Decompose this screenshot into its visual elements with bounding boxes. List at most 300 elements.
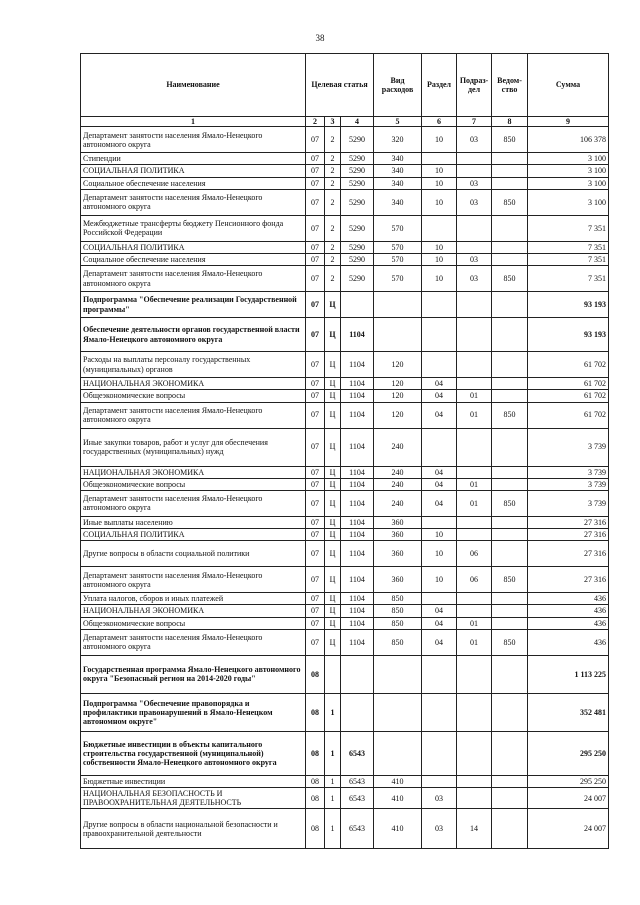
row-article-code: 5290: [341, 253, 374, 265]
row-sum: 436: [528, 605, 609, 617]
row-article-code: 5290: [341, 266, 374, 292]
row-section: 10: [422, 266, 457, 292]
row-article-program: 07: [306, 541, 325, 567]
row-sum: 436: [528, 629, 609, 655]
row-department: [492, 655, 528, 693]
table-row: [81, 390, 609, 402]
row-name: НАЦИОНАЛЬНАЯ ЭКОНОМИКА: [81, 466, 306, 478]
row-expense-type: 570: [374, 215, 422, 241]
row-sum: 61 702: [528, 378, 609, 390]
row-name: СОЦИАЛЬНАЯ ПОЛИТИКА: [81, 165, 306, 177]
row-name: Общеэкономические вопросы: [81, 617, 306, 629]
row-section: [422, 655, 457, 693]
row-article-subprogram: Ц: [325, 629, 341, 655]
row-article-code: 1104: [341, 466, 374, 478]
row-article-program: 07: [306, 127, 325, 153]
row-subsection: [457, 593, 492, 605]
row-sum: 3 100: [528, 165, 609, 177]
row-department: [492, 466, 528, 478]
row-name: Департамент занятости населения Ямало-Ненецкого автономного округа: [81, 567, 306, 593]
table-row: [81, 529, 609, 541]
row-article-subprogram: Ц: [325, 605, 341, 617]
row-article-subprogram: Ц: [325, 292, 341, 318]
row-article-code: 1104: [341, 352, 374, 378]
row-article-subprogram: Ц: [325, 541, 341, 567]
row-sum: 27 316: [528, 529, 609, 541]
table-row: [81, 567, 609, 593]
row-article-program: 07: [306, 617, 325, 629]
row-sum: 7 351: [528, 215, 609, 241]
table-row: [81, 693, 609, 731]
row-expense-type: 360: [374, 516, 422, 528]
row-subsection: 01: [457, 490, 492, 516]
row-sum: 7 351: [528, 266, 609, 292]
row-department: 850: [492, 189, 528, 215]
row-department: [492, 292, 528, 318]
row-article-subprogram: 1: [325, 731, 341, 775]
row-article-subprogram: Ц: [325, 428, 341, 466]
row-name: Межбюджетные трансферты бюджету Пенсионного фонда Российской Федерации: [81, 215, 306, 241]
row-subsection: [457, 529, 492, 541]
row-expense-type: [374, 655, 422, 693]
row-name: СОЦИАЛЬНАЯ ПОЛИТИКА: [81, 241, 306, 253]
row-expense-type: 120: [374, 352, 422, 378]
row-name: Стипендии: [81, 153, 306, 165]
row-article-subprogram: Ц: [325, 390, 341, 402]
row-article-program: 07: [306, 629, 325, 655]
row-subsection: [457, 466, 492, 478]
row-sum: 106 378: [528, 127, 609, 153]
row-article-program: 07: [306, 466, 325, 478]
row-name: Департамент занятости населения Ямало-Ненецкого автономного округа: [81, 629, 306, 655]
row-section: 10: [422, 127, 457, 153]
row-section: 04: [422, 466, 457, 478]
row-article-code: 5290: [341, 241, 374, 253]
row-sum: 3 100: [528, 177, 609, 189]
row-name: Расходы на выплаты персоналу государственных (муниципальных) органов: [81, 352, 306, 378]
row-article-program: 07: [306, 402, 325, 428]
row-department: [492, 541, 528, 567]
row-expense-type: [374, 731, 422, 775]
row-article-program: 07: [306, 292, 325, 318]
row-subsection: [457, 516, 492, 528]
row-subsection: [457, 378, 492, 390]
row-section: 10: [422, 253, 457, 265]
row-sum: 7 351: [528, 253, 609, 265]
row-department: [492, 352, 528, 378]
row-article-code: 5290: [341, 177, 374, 189]
row-expense-type: 240: [374, 490, 422, 516]
row-subsection: 01: [457, 629, 492, 655]
row-article-program: 07: [306, 516, 325, 528]
row-section: 04: [422, 617, 457, 629]
row-article-program: 07: [306, 567, 325, 593]
row-expense-type: 340: [374, 177, 422, 189]
row-section: 10: [422, 177, 457, 189]
row-article-code: [341, 693, 374, 731]
row-name: НАЦИОНАЛЬНАЯ БЕЗОПАСНОСТЬ И ПРАВООХРАНИТЕЛЬНАЯ ДЕЯТЕЛЬНОСТЬ: [81, 788, 306, 809]
row-expense-type: 360: [374, 529, 422, 541]
row-article-subprogram: 2: [325, 189, 341, 215]
row-sum: 3 739: [528, 466, 609, 478]
table-row: [81, 541, 609, 567]
row-article-code: 1104: [341, 617, 374, 629]
row-name: Бюджетные инвестиции в объекты капитального строительства государственной (муниципальной) собственности Ямало-Ненецкого автономного округа: [81, 731, 306, 775]
row-sum: 295 250: [528, 775, 609, 787]
col-number: 1: [81, 117, 306, 127]
row-subsection: 03: [457, 177, 492, 189]
row-department: [492, 516, 528, 528]
row-expense-type: 850: [374, 593, 422, 605]
row-department: [492, 428, 528, 466]
row-sum: 27 316: [528, 516, 609, 528]
row-expense-type: 850: [374, 629, 422, 655]
row-name: Обеспечение деятельности органов государственной власти Ямало-Ненецкого автономного округа: [81, 318, 306, 352]
row-article-subprogram: 2: [325, 241, 341, 253]
row-sum: 7 351: [528, 241, 609, 253]
row-sum: 93 193: [528, 292, 609, 318]
row-article-subprogram: 2: [325, 127, 341, 153]
row-article-subprogram: Ц: [325, 352, 341, 378]
table-row: [81, 605, 609, 617]
row-expense-type: [374, 693, 422, 731]
header-department: Ведом-ство: [492, 54, 528, 117]
row-section: [422, 593, 457, 605]
table-row: [81, 177, 609, 189]
row-department: [492, 605, 528, 617]
row-section: 04: [422, 402, 457, 428]
row-subsection: 03: [457, 127, 492, 153]
row-expense-type: 360: [374, 567, 422, 593]
row-department: [492, 617, 528, 629]
header-section: Раздел: [422, 54, 457, 117]
row-subsection: [457, 165, 492, 177]
row-subsection: 01: [457, 617, 492, 629]
table-row: [81, 617, 609, 629]
row-department: [492, 165, 528, 177]
row-sum: 295 250: [528, 731, 609, 775]
row-section: [422, 292, 457, 318]
row-name: Уплата налогов, сборов и иных платежей: [81, 593, 306, 605]
row-section: 03: [422, 809, 457, 849]
header-expense-type: Вид расходов: [374, 54, 422, 117]
row-sum: 61 702: [528, 402, 609, 428]
row-article-subprogram: Ц: [325, 318, 341, 352]
row-subsection: [457, 318, 492, 352]
row-expense-type: 410: [374, 775, 422, 787]
header-target-article: Целевая статья: [306, 54, 374, 117]
row-expense-type: 240: [374, 428, 422, 466]
page-number: 38: [315, 33, 325, 43]
row-section: [422, 352, 457, 378]
row-article-program: 07: [306, 165, 325, 177]
table-row: [81, 788, 609, 809]
row-name: НАЦИОНАЛЬНАЯ ЭКОНОМИКА: [81, 378, 306, 390]
table-row: [81, 428, 609, 466]
row-article-code: 1104: [341, 605, 374, 617]
row-article-code: 1104: [341, 529, 374, 541]
table-row: [81, 731, 609, 775]
row-department: [492, 215, 528, 241]
col-number: 3: [325, 117, 341, 127]
table-row: [81, 292, 609, 318]
row-article-program: 07: [306, 318, 325, 352]
row-section: 10: [422, 529, 457, 541]
col-number: 4: [341, 117, 374, 127]
row-subsection: [457, 605, 492, 617]
row-article-subprogram: 2: [325, 266, 341, 292]
row-article-subprogram: Ц: [325, 402, 341, 428]
row-name: Другие вопросы в области национальной безопасности и правоохранительной деятельности: [81, 809, 306, 849]
row-article-program: 07: [306, 378, 325, 390]
row-expense-type: 850: [374, 617, 422, 629]
row-department: 850: [492, 490, 528, 516]
row-article-subprogram: 2: [325, 215, 341, 241]
header-sum: Сумма: [528, 54, 609, 117]
row-name: Подпрограмма "Обеспечение реализации Государственной программы": [81, 292, 306, 318]
row-section: [422, 153, 457, 165]
row-name: Департамент занятости населения Ямало-Ненецкого автономного округа: [81, 490, 306, 516]
row-article-program: 08: [306, 788, 325, 809]
row-section: [422, 775, 457, 787]
row-name: Подпрограмма "Обеспечение правопорядка и профилактики правонарушений в Ямало-Ненецком автономном округе": [81, 693, 306, 731]
row-article-program: 07: [306, 490, 325, 516]
row-name: Бюджетные инвестиции: [81, 775, 306, 787]
row-department: [492, 318, 528, 352]
row-department: [492, 775, 528, 787]
row-subsection: [457, 788, 492, 809]
table-row: [81, 402, 609, 428]
row-article-subprogram: 1: [325, 788, 341, 809]
row-subsection: 01: [457, 390, 492, 402]
row-name: Социальное обеспечение населения: [81, 177, 306, 189]
row-sum: 24 007: [528, 809, 609, 849]
table-row: [81, 478, 609, 490]
row-section: 10: [422, 541, 457, 567]
row-article-code: 1104: [341, 593, 374, 605]
row-article-code: 1104: [341, 478, 374, 490]
col-number: 8: [492, 117, 528, 127]
row-expense-type: 240: [374, 478, 422, 490]
row-sum: 1 113 225: [528, 655, 609, 693]
row-section: [422, 215, 457, 241]
row-name: СОЦИАЛЬНАЯ ПОЛИТИКА: [81, 529, 306, 541]
row-subsection: 03: [457, 253, 492, 265]
table-row: [81, 490, 609, 516]
row-subsection: 01: [457, 478, 492, 490]
row-sum: 24 007: [528, 788, 609, 809]
table-row: [81, 153, 609, 165]
row-article-subprogram: Ц: [325, 478, 341, 490]
row-article-program: 07: [306, 266, 325, 292]
row-article-code: 5290: [341, 165, 374, 177]
row-article-program: 07: [306, 605, 325, 617]
row-article-subprogram: 1: [325, 775, 341, 787]
row-article-code: 5290: [341, 215, 374, 241]
row-expense-type: 570: [374, 253, 422, 265]
row-article-subprogram: 2: [325, 177, 341, 189]
row-subsection: 01: [457, 402, 492, 428]
row-article-subprogram: 2: [325, 165, 341, 177]
row-name: Иные выплаты населению: [81, 516, 306, 528]
row-section: 10: [422, 567, 457, 593]
row-section: 04: [422, 478, 457, 490]
row-name: Социальное обеспечение населения: [81, 253, 306, 265]
row-article-code: 5290: [341, 153, 374, 165]
row-sum: 61 702: [528, 352, 609, 378]
table-row: [81, 127, 609, 153]
row-article-code: 6543: [341, 809, 374, 849]
header-name: Наименование: [81, 54, 306, 117]
table-row: [81, 266, 609, 292]
table-row: [81, 189, 609, 215]
row-expense-type: 340: [374, 165, 422, 177]
row-name: Общеэкономические вопросы: [81, 478, 306, 490]
row-article-code: 1104: [341, 402, 374, 428]
row-name: Общеэкономические вопросы: [81, 390, 306, 402]
row-article-program: 07: [306, 428, 325, 466]
row-name: Иные закупки товаров, работ и услуг для обеспечения государственных (муниципальных) нужд: [81, 428, 306, 466]
row-expense-type: 120: [374, 378, 422, 390]
row-article-program: 07: [306, 478, 325, 490]
row-article-program: 07: [306, 241, 325, 253]
row-subsection: [457, 655, 492, 693]
row-expense-type: 360: [374, 541, 422, 567]
row-department: [492, 177, 528, 189]
row-article-subprogram: Ц: [325, 617, 341, 629]
row-subsection: [457, 292, 492, 318]
row-sum: 352 481: [528, 693, 609, 731]
col-number: 9: [528, 117, 609, 127]
row-sum: 3 739: [528, 490, 609, 516]
table-row: [81, 593, 609, 605]
row-name: Государственная программа Ямало-Ненецкого автономного округа "Безопасный регион на 2014-2020 годы": [81, 655, 306, 693]
row-article-subprogram: Ц: [325, 516, 341, 528]
row-article-program: 07: [306, 177, 325, 189]
row-article-code: 1104: [341, 541, 374, 567]
table-row: [81, 775, 609, 787]
row-subsection: 03: [457, 189, 492, 215]
table-row: [81, 629, 609, 655]
row-name: Департамент занятости населения Ямало-Ненецкого автономного округа: [81, 266, 306, 292]
row-expense-type: 320: [374, 127, 422, 153]
table-row: [81, 378, 609, 390]
row-expense-type: [374, 292, 422, 318]
row-sum: 436: [528, 617, 609, 629]
row-sum: 93 193: [528, 318, 609, 352]
row-expense-type: 340: [374, 153, 422, 165]
row-department: [492, 390, 528, 402]
row-department: 850: [492, 629, 528, 655]
table-row: [81, 241, 609, 253]
row-article-code: 1104: [341, 378, 374, 390]
row-article-code: 5290: [341, 189, 374, 215]
row-name: Департамент занятости населения Ямало-Ненецкого автономного округа: [81, 127, 306, 153]
row-article-subprogram: 2: [325, 153, 341, 165]
row-article-program: 08: [306, 809, 325, 849]
row-article-code: 5290: [341, 127, 374, 153]
table-row: [81, 253, 609, 265]
row-article-code: [341, 292, 374, 318]
col-number: 6: [422, 117, 457, 127]
row-subsection: [457, 241, 492, 253]
row-expense-type: 240: [374, 466, 422, 478]
row-subsection: [457, 731, 492, 775]
table-row: [81, 516, 609, 528]
row-section: 03: [422, 788, 457, 809]
row-department: [492, 693, 528, 731]
row-article-program: 08: [306, 775, 325, 787]
row-article-code: 1104: [341, 629, 374, 655]
col-number: 7: [457, 117, 492, 127]
row-article-program: 07: [306, 390, 325, 402]
row-section: 04: [422, 378, 457, 390]
row-expense-type: 410: [374, 809, 422, 849]
row-expense-type: 340: [374, 189, 422, 215]
col-number: 2: [306, 117, 325, 127]
row-section: 04: [422, 390, 457, 402]
row-subsection: [457, 775, 492, 787]
row-sum: 61 702: [528, 390, 609, 402]
row-department: 850: [492, 402, 528, 428]
row-article-code: 6543: [341, 731, 374, 775]
table-row: [81, 215, 609, 241]
row-section: 10: [422, 241, 457, 253]
row-sum: 3 100: [528, 153, 609, 165]
row-department: 850: [492, 567, 528, 593]
row-section: [422, 318, 457, 352]
table-row: [81, 318, 609, 352]
row-sum: 436: [528, 593, 609, 605]
row-article-code: 6543: [341, 788, 374, 809]
row-subsection: 14: [457, 809, 492, 849]
row-section: 04: [422, 490, 457, 516]
row-expense-type: 850: [374, 605, 422, 617]
row-article-code: 1104: [341, 318, 374, 352]
row-article-subprogram: 1: [325, 809, 341, 849]
row-department: [492, 241, 528, 253]
row-article-code: 1104: [341, 390, 374, 402]
row-department: [492, 378, 528, 390]
row-article-code: 6543: [341, 775, 374, 787]
row-article-code: 1104: [341, 516, 374, 528]
row-article-subprogram: 1: [325, 693, 341, 731]
row-subsection: 06: [457, 541, 492, 567]
row-sum: 27 316: [528, 567, 609, 593]
row-sum: 27 316: [528, 541, 609, 567]
row-department: [492, 788, 528, 809]
row-department: [492, 478, 528, 490]
row-subsection: [457, 352, 492, 378]
row-department: 850: [492, 266, 528, 292]
row-article-subprogram: Ц: [325, 593, 341, 605]
row-article-subprogram: [325, 655, 341, 693]
row-subsection: [457, 428, 492, 466]
row-department: [492, 253, 528, 265]
row-article-program: 07: [306, 529, 325, 541]
row-expense-type: 570: [374, 241, 422, 253]
row-article-subprogram: Ц: [325, 466, 341, 478]
row-article-subprogram: Ц: [325, 378, 341, 390]
row-department: [492, 809, 528, 849]
table-row: [81, 352, 609, 378]
row-name: Департамент занятости населения Ямало-Ненецкого автономного округа: [81, 402, 306, 428]
row-article-code: 1104: [341, 428, 374, 466]
row-sum: 3 739: [528, 478, 609, 490]
row-article-program: 07: [306, 215, 325, 241]
row-article-program: 08: [306, 655, 325, 693]
row-subsection: 06: [457, 567, 492, 593]
